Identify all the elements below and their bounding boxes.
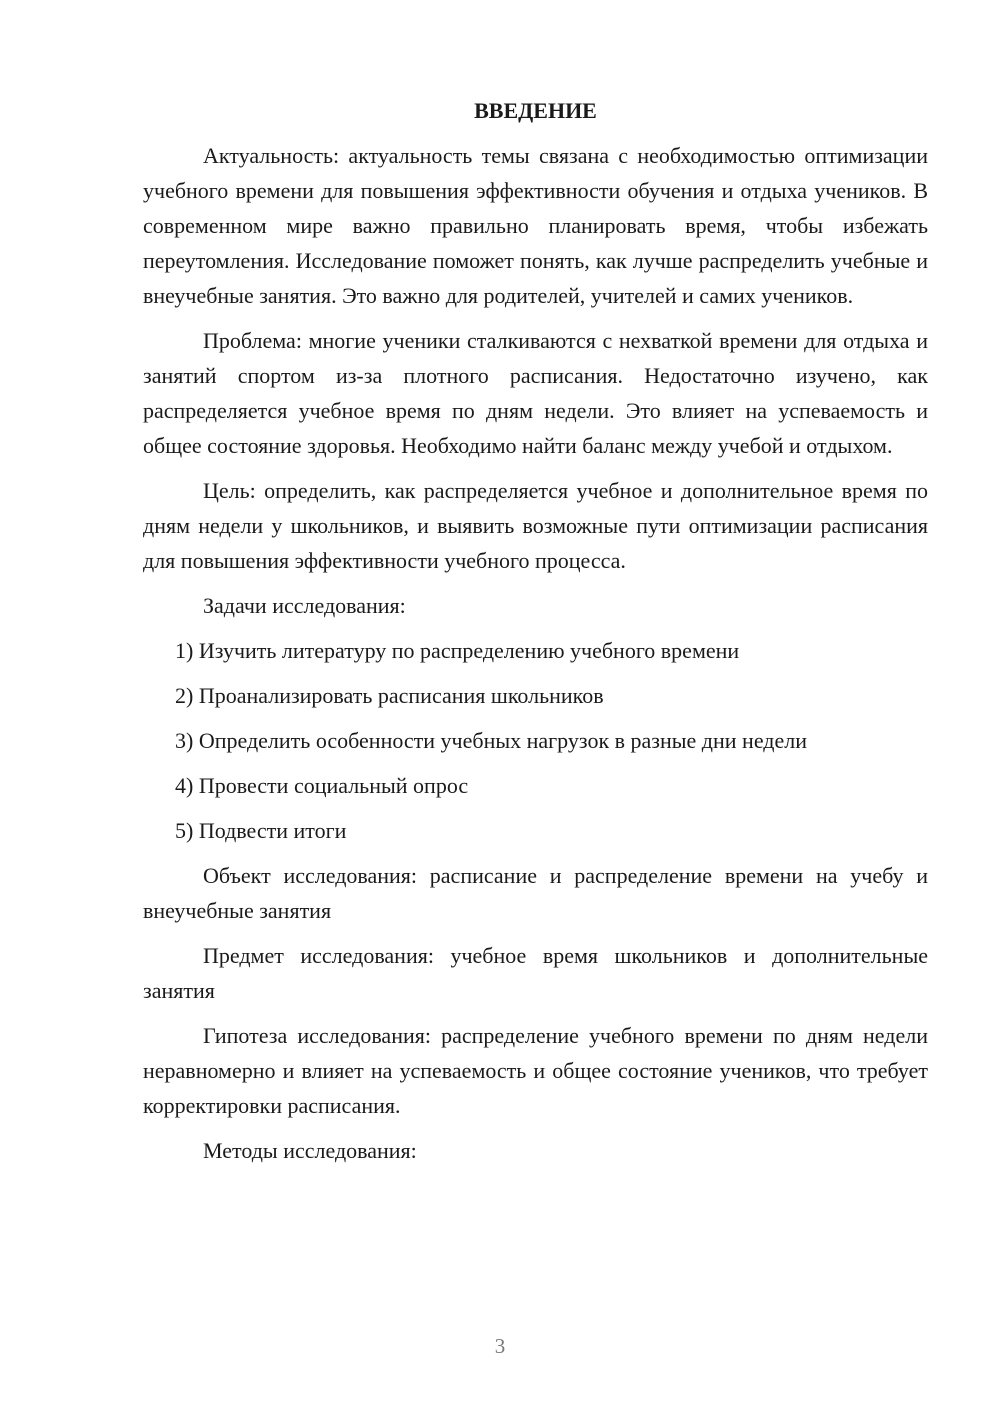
page-number: 3 [494, 1334, 506, 1358]
list-item: 2) Проанализировать расписания школьников [175, 683, 604, 708]
list-item: 4) Провести социальный опрос [175, 773, 469, 798]
tasks-list [143, 633, 928, 848]
list-item: 3) Определить особенности учебных нагрузок в разные дни недели [175, 728, 808, 753]
subject-paragraph: Предмет исследования: учебное время школьников и дополнительные занятия [143, 943, 928, 1003]
methods-heading: Методы исследования: [203, 1138, 417, 1163]
tasks-heading: Задачи исследования: [203, 593, 406, 618]
goal-paragraph: Цель: определить, как распределяется учебное и дополнительное время по дням недели у школьников, и выявить возможные пути оптимизации расписания для повышения эффективности учебного процесса. [143, 478, 928, 573]
relevance-paragraph: Актуальность: актуальность темы связана с необходимостью оптимизации учебного времени для повышения эффективности обучения и отдыха учеников. В современном мире важно правильно планировать время, чтобы избежать переутомления. Исследование поможет понять, как лучше распределить учебные и внеучебные занятия. Это важно для родителей, учителей и самих учеников. [143, 143, 928, 308]
problem-paragraph: Проблема: многие ученики сталкиваются с нехваткой времени для отдыха и занятий спортом из-за плотного расписания. Недостаточно изучено, как распределяется учебное время по дням недели. Это влияет на успеваемость и общее состояние здоровья. Необходимо найти баланс между учебой и отдыхом. [143, 328, 928, 458]
page-title: ВВЕДЕНИЕ [474, 98, 597, 123]
list-item: 5) Подвести итоги [175, 818, 347, 843]
hypothesis-paragraph: Гипотеза исследования: распределение учебного времени по дням недели неравномерно и влияет на успеваемость и общее состояние учеников, что требует корректировки расписания. [143, 1023, 928, 1118]
object-paragraph: Объект исследования: расписание и распределение времени на учебу и внеучебные занятия [143, 863, 928, 923]
list-item: 1) Изучить литературу по распределению учебного времени [175, 638, 740, 663]
document-page [143, 96, 928, 1178]
